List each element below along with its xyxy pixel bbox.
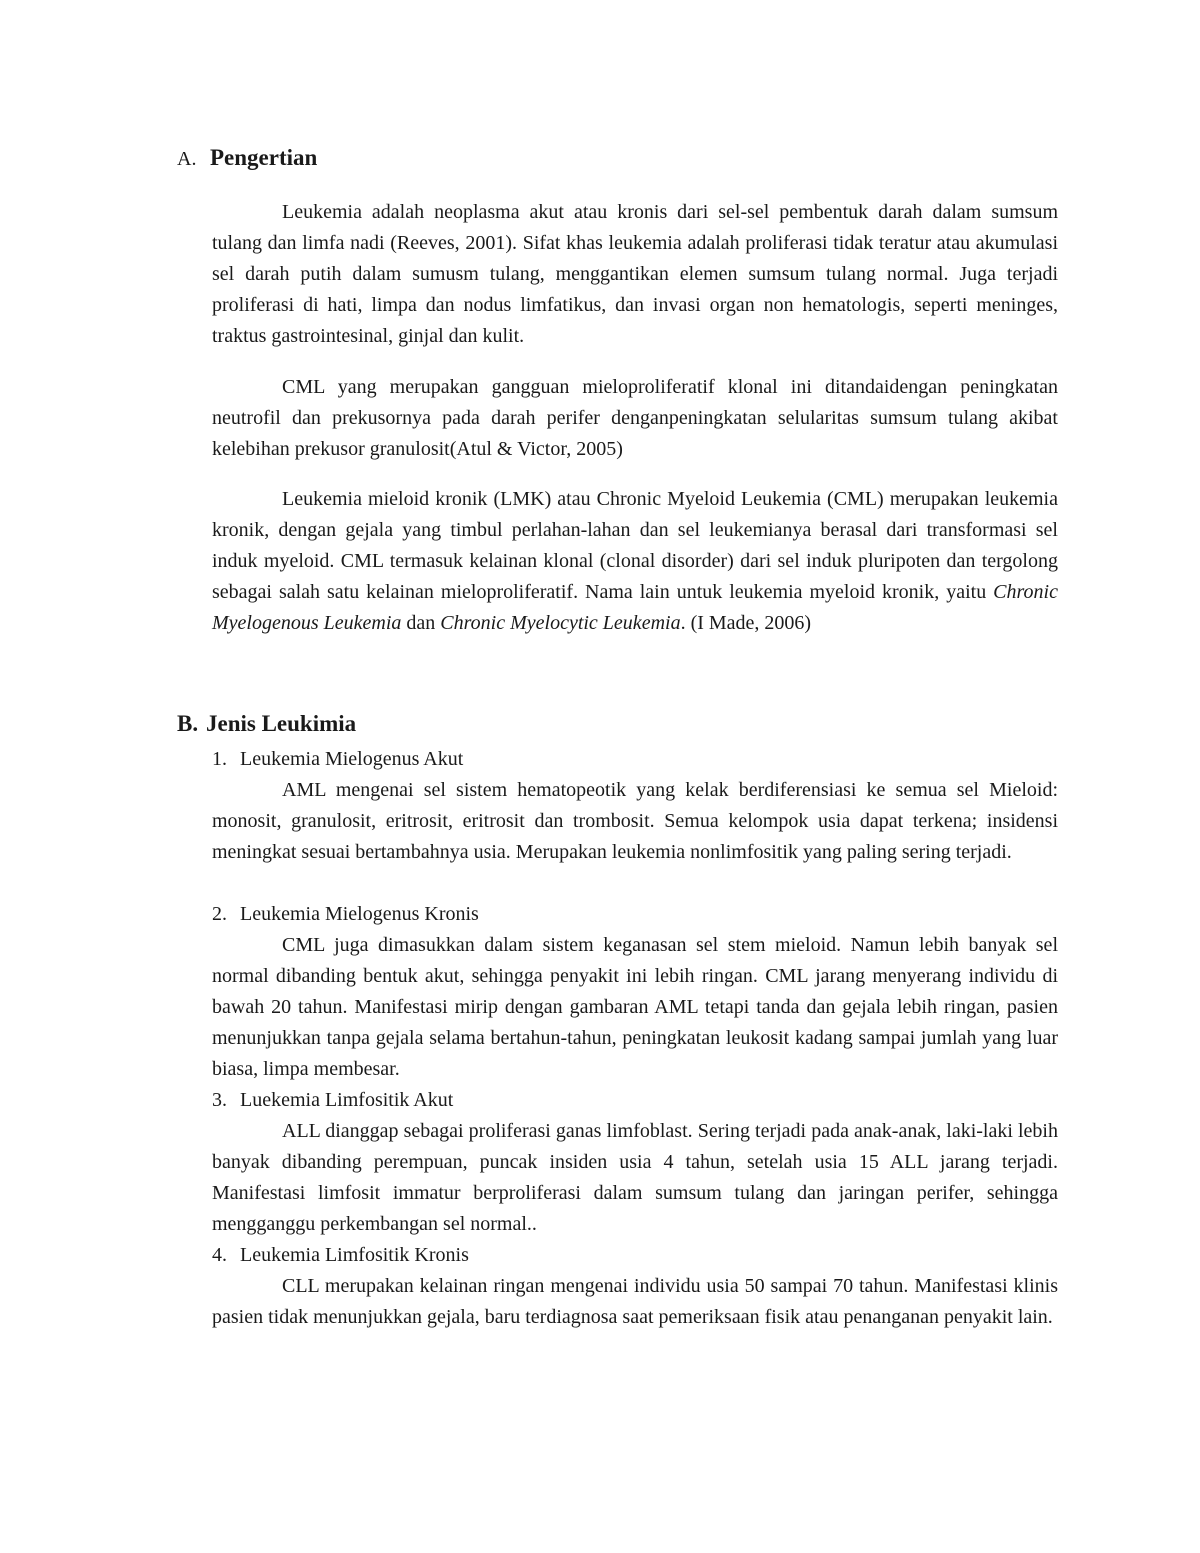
section-a-paragraph-3 [212,484,1058,639]
list-item-title [212,744,463,775]
list-item-number: 3. [212,1089,227,1111]
list-item-title [212,899,479,930]
section-a-heading [177,143,317,174]
section-a-paragraph-2: CML yang merupakan gangguan mieloproliferatif klonal ini ditandaidengan peningkatan neutrofil dan prekusornya pada darah perifer denganpeningkatan selularitas sumsum tulang akibat kelebihan prekusor granulosit(Atul & Victor, 2005) [212,376,1058,460]
list-item-number: 1. [212,748,227,770]
section-a-paragraph-1: Leukemia adalah neoplasma akut atau kronis dari sel-sel pembentuk darah dalam sumsum tulang dan limfa nadi (Reeves, 2001). Sifat khas leukemia adalah proliferasi tidak teratur atau akumulasi sel darah putih dalam sumusm tulang, menggantikan elemen sumsum tulang normal. Juga terjadi proliferasi di hati, limpa dan nodus limfatikus, dan invasi organ non hematologis, seperti meninges, traktus gastrointesinal, ginjal dan kulit. [212,201,1058,347]
list-item-title [212,1085,453,1116]
section-b-heading [177,709,356,739]
list-item-text: AML mengenai sel sistem hematopeotik yang kelak berdiferensiasi ke semua sel Mieloid: monosit, granulosit, eritrosit, eritrosit dan trombosit. Semua kelompok usia dapat terkena; insidensi meningkat sesuai bertambahnya usia. Merupakan leukemia nonlimfositik yang paling sering terjadi. [212,779,1058,863]
list-item-label: Luekemia Limfositik Akut [240,1089,454,1111]
section-b-title: Jenis Leukimia [206,711,357,736]
p3-text-end: . (I Made, 2006) [680,612,812,634]
list-item-number: 2. [212,903,227,925]
p3-italic-term-2: Chronic Myelocytic Leukemia [440,612,681,634]
list-item-text: CML juga dimasukkan dalam sistem keganasan sel stem mieloid. Namun lebih banyak sel normal dibanding bentuk akut, sehingga penyakit ini lebih ringan. CML jarang menyerang individu di bawah 20 tahun. Manifestasi mirip dengan gambaran AML tetapi tanda dan gejala lebih ringan, pasien menunjukkan tanpa gejala selama bertahun-tahun, peningkatan leukosit kadang sampai jumlah yang luar biasa, limpa membesar. [212,934,1058,1080]
section-b-letter: B. [177,711,199,736]
p3-text-mid: dan [401,612,441,634]
p3-text-start: Leukemia mieloid kronik (LMK) atau Chronic Myeloid Leukemia (CML) merupakan leukemia kronik, dengan gejala yang timbul perlahan-lahan dan sel leukemianya berasal dari transformasi sel induk myeloid. CML termasuk kelainan klonal (clonal disorder) dari sel induk pluripoten dan tergolong sebagai salah satu kelainan mieloproliferatif. Nama lain untuk leukemia myeloid kronik, yaitu [212,488,1058,603]
list-item-label: Leukemia Limfositik Kronis [240,1244,469,1266]
list-item-text: CLL merupakan kelainan ringan mengenai individu usia 50 sampai 70 tahun. Manifestasi klinis pasien tidak menunjukkan gejala, baru terdiagnosa saat pemeriksaan fisik atau penanganan penyakit lain. [212,1275,1058,1328]
list-item-label: Leukemia Mielogenus Akut [240,748,464,770]
list-item-title [212,1240,469,1271]
section-a-letter: A. [177,148,197,170]
list-item-number: 4. [212,1244,227,1266]
list-item-text: ALL dianggap sebagai proliferasi ganas limfoblast. Sering terjadi pada anak-anak, laki-laki lebih banyak dibanding perempuan, puncak insiden usia 4 tahun, setelah usia 15 ALL jarang terjadi. Manifestasi limfosit immatur berproliferasi dalam sumsum tulang dan jaringan perifer, sehingga mengganggu perkembangan sel normal.. [212,1120,1058,1235]
section-a-title: Pengertian [210,145,318,170]
p3-italic-term-1: Chronic Myelogenous Leukemia [212,581,1058,634]
list-item-label: Leukemia Mielogenus Kronis [240,903,479,925]
